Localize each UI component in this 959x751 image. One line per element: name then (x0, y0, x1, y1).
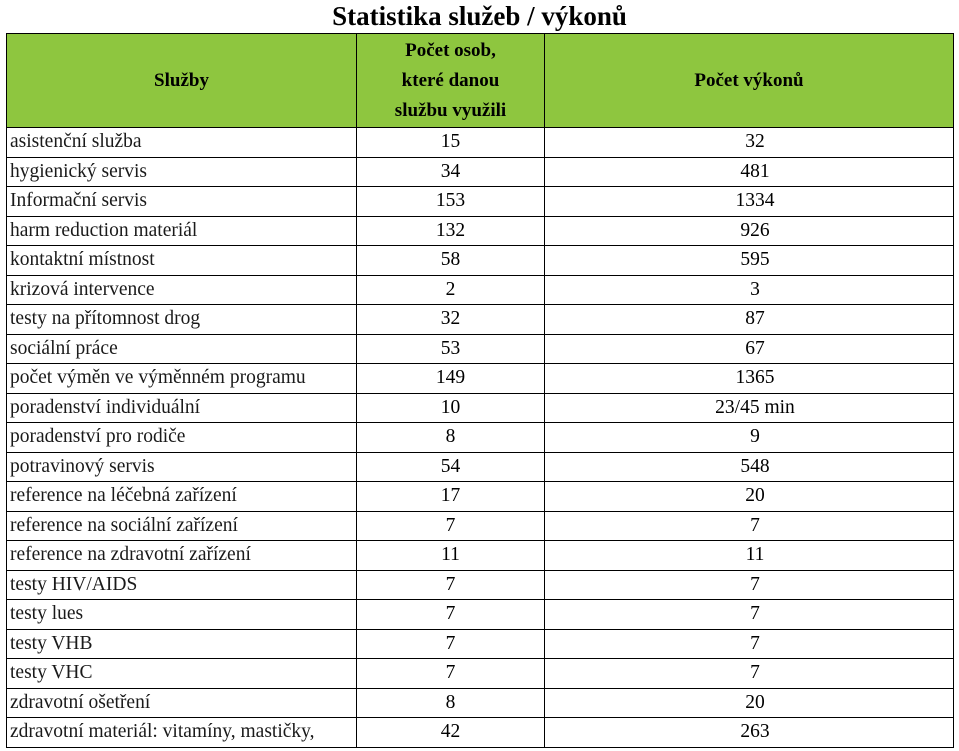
table-row (7, 570, 954, 600)
persons-count-cell: 132 (357, 216, 545, 246)
persons-count-cell: 10 (357, 393, 545, 423)
performances-count-cell: 7 (545, 511, 954, 541)
table-row (7, 275, 954, 305)
header-persons (357, 34, 545, 128)
persons-count-cell: 17 (357, 482, 545, 512)
performances-count-cell: 20 (545, 482, 954, 512)
performances-count-cell: 548 (545, 452, 954, 482)
persons-count-cell: 11 (357, 541, 545, 571)
service-name-cell: zdravotní materiál: vitamíny, mastičky, (7, 718, 357, 748)
table-row (7, 157, 954, 187)
service-name-cell: asistenční služba (7, 128, 357, 158)
table-row (7, 600, 954, 630)
table-row (7, 511, 954, 541)
service-name-cell: poradenství individuální (7, 393, 357, 423)
persons-count-cell: 8 (357, 423, 545, 453)
table-row (7, 423, 954, 453)
table-row (7, 393, 954, 423)
service-name-cell: hygienický servis (7, 157, 357, 187)
performances-count-cell: 11 (545, 541, 954, 571)
service-name-cell: kontaktní místnost (7, 246, 357, 276)
performances-count-cell: 3 (545, 275, 954, 305)
service-name-cell: reference na léčebná zařízení (7, 482, 357, 512)
performances-count-cell: 1365 (545, 364, 954, 394)
table-row (7, 305, 954, 335)
header-persons-line2: které danou (401, 69, 500, 91)
table-row (7, 246, 954, 276)
performances-count-cell: 595 (545, 246, 954, 276)
table-row (7, 216, 954, 246)
performances-count-cell: 926 (545, 216, 954, 246)
service-name-cell: počet výměn ve výměnném programu (7, 364, 357, 394)
header-services: Služby (7, 34, 357, 128)
performances-count-cell: 87 (545, 305, 954, 335)
persons-count-cell: 53 (357, 334, 545, 364)
persons-count-cell: 34 (357, 157, 545, 187)
page-title: Statistika služeb / výkonů (332, 1, 627, 31)
table-row (7, 688, 954, 718)
persons-count-cell: 8 (357, 688, 545, 718)
persons-count-cell: 153 (357, 187, 545, 217)
header-persons-line3: službu využili (394, 99, 507, 121)
service-name-cell: testy na přítomnost drog (7, 305, 357, 335)
service-name-cell: Informační servis (7, 187, 357, 217)
performances-count-cell: 9 (545, 423, 954, 453)
table-body (7, 128, 954, 748)
persons-count-cell: 2 (357, 275, 545, 305)
performances-count-cell: 67 (545, 334, 954, 364)
persons-count-cell: 32 (357, 305, 545, 335)
performances-count-cell: 7 (545, 659, 954, 689)
performances-count-cell: 263 (545, 718, 954, 748)
persons-count-cell: 7 (357, 629, 545, 659)
persons-count-cell: 42 (357, 718, 545, 748)
persons-count-cell: 7 (357, 570, 545, 600)
service-name-cell: testy VHC (7, 659, 357, 689)
service-name-cell: testy HIV/AIDS (7, 570, 357, 600)
performances-count-cell: 32 (545, 128, 954, 158)
header-performances: Počet výkonů (545, 34, 954, 128)
performances-count-cell: 7 (545, 570, 954, 600)
header-persons-line1: Počet osob, (405, 39, 496, 61)
performances-count-cell: 23/45 min (545, 393, 954, 423)
services-table (6, 33, 954, 748)
table-header (7, 34, 954, 128)
persons-count-cell: 7 (357, 600, 545, 630)
table-row (7, 718, 954, 748)
service-name-cell: poradenství pro rodiče (7, 423, 357, 453)
persons-count-cell: 7 (357, 659, 545, 689)
service-name-cell: reference na sociální zařízení (7, 511, 357, 541)
service-name-cell: testy VHB (7, 629, 357, 659)
service-name-cell: potravinový servis (7, 452, 357, 482)
service-name-cell: zdravotní ošetření (7, 688, 357, 718)
table-row (7, 482, 954, 512)
table-row (7, 187, 954, 217)
service-name-cell: sociální práce (7, 334, 357, 364)
persons-count-cell: 149 (357, 364, 545, 394)
service-name-cell: reference na zdravotní zařízení (7, 541, 357, 571)
table-row (7, 334, 954, 364)
service-name-cell: harm reduction materiál (7, 216, 357, 246)
persons-count-cell: 58 (357, 246, 545, 276)
performances-count-cell: 1334 (545, 187, 954, 217)
performances-count-cell: 7 (545, 600, 954, 630)
persons-count-cell: 7 (357, 511, 545, 541)
table-row (7, 452, 954, 482)
service-name-cell: testy lues (7, 600, 357, 630)
performances-count-cell: 20 (545, 688, 954, 718)
performances-count-cell: 7 (545, 629, 954, 659)
table-row (7, 659, 954, 689)
table-row (7, 629, 954, 659)
persons-count-cell: 15 (357, 128, 545, 158)
persons-count-cell: 54 (357, 452, 545, 482)
table-row (7, 128, 954, 158)
table-row (7, 364, 954, 394)
service-name-cell: krizová intervence (7, 275, 357, 305)
header-row (7, 34, 954, 128)
table-row (7, 541, 954, 571)
performances-count-cell: 481 (545, 157, 954, 187)
